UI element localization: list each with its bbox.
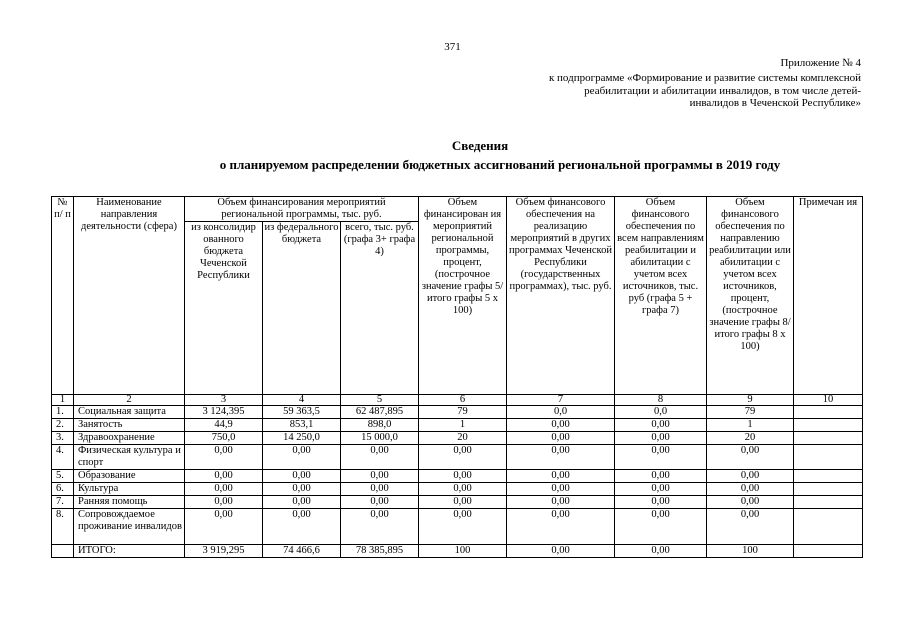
row-activity: Физическая культура и спорт [74, 445, 185, 470]
budget-allocation-table [51, 196, 863, 558]
cell-all-sources-percent: 1 [707, 419, 794, 432]
cell-notes [794, 419, 863, 432]
cell-all-sources-percent: 0,00 [707, 509, 794, 545]
cell-federal-budget: 14 250,0 [263, 432, 341, 445]
table-row [52, 432, 863, 445]
cell-all-sources-percent: 20 [707, 432, 794, 445]
cell-federal-budget: 0,00 [263, 496, 341, 509]
header-col5-total: всего, тыс. руб. (графа 3+ графа 4) [341, 222, 419, 395]
table-row [52, 470, 863, 483]
total-percent: 100 [419, 545, 507, 558]
column-number: 3 [185, 395, 263, 406]
cell-regional-budget: 3 124,395 [185, 406, 263, 419]
row-activity: Ранняя помощь [74, 496, 185, 509]
cell-percent: 0,00 [419, 509, 507, 545]
cell-all-sources: 0,00 [615, 470, 707, 483]
table-row [52, 406, 863, 419]
cell-federal-budget: 0,00 [263, 483, 341, 496]
cell-other-programs: 0,00 [507, 496, 615, 509]
appendix-description [549, 72, 861, 110]
header-col7-other-programs: Объем финансового обеспечения на реализацию мероприятий в других программах Чеченской Республики (государственных программах), тыс. руб. [507, 197, 615, 395]
header-col3-regional-budget: из консолидир ованного бюджета Чеченской Республики [185, 222, 263, 395]
cell-total: 62 487,895 [341, 406, 419, 419]
cell-federal-budget: 0,00 [263, 445, 341, 470]
cell-other-programs: 0,00 [507, 419, 615, 432]
header-funding-group: Объем финансирования мероприятий региональной программы, тыс. руб. [185, 197, 419, 222]
cell-notes [794, 470, 863, 483]
row-activity: Сопровождаемое проживание инвалидов [74, 509, 185, 545]
cell-all-sources-percent: 79 [707, 406, 794, 419]
header-col8-all-sources: Объем финансового обеспечения по всем направлениям реабилитации и абилитации с учетом всех источников, тыс. руб (графа 5 + графа 7) [615, 197, 707, 395]
header-notes: Примечан ия [794, 197, 863, 395]
row-number: 2. [52, 419, 74, 432]
total-notes [794, 545, 863, 558]
cell-federal-budget: 0,00 [263, 509, 341, 545]
total-other-programs: 0,00 [507, 545, 615, 558]
column-number: 4 [263, 395, 341, 406]
page-number: 371 [444, 41, 461, 53]
total-all-sources: 0,00 [615, 545, 707, 558]
appendix-label: Приложение № 4 [780, 57, 861, 69]
table-row [52, 496, 863, 509]
row-number: 4. [52, 445, 74, 470]
cell-total: 0,00 [341, 509, 419, 545]
row-number [52, 545, 74, 558]
column-number-row [52, 395, 863, 406]
cell-all-sources-percent: 0,00 [707, 483, 794, 496]
cell-percent: 0,00 [419, 496, 507, 509]
row-number: 1. [52, 406, 74, 419]
column-number: 1 [52, 395, 74, 406]
table-row [52, 445, 863, 470]
row-number: 7. [52, 496, 74, 509]
header-row-1 [52, 197, 863, 222]
cell-federal-budget: 853,1 [263, 419, 341, 432]
cell-total: 15 000,0 [341, 432, 419, 445]
header-activity-name: Наименование направления деятельности (сфера) [74, 197, 185, 395]
cell-other-programs: 0,00 [507, 509, 615, 545]
column-number: 8 [615, 395, 707, 406]
cell-other-programs: 0,00 [507, 483, 615, 496]
column-number: 5 [341, 395, 419, 406]
row-activity: Здравоохранение [74, 432, 185, 445]
cell-total: 0,00 [341, 470, 419, 483]
cell-total: 0,00 [341, 483, 419, 496]
total-label: ИТОГО: [74, 545, 185, 558]
cell-all-sources-percent: 0,00 [707, 470, 794, 483]
cell-all-sources-percent: 0,00 [707, 496, 794, 509]
row-number: 5. [52, 470, 74, 483]
header-number: № п/ п [52, 197, 74, 395]
appendix-line-1: к подпрограмме «Формирование и развитие системы комплексной [548, 72, 861, 84]
cell-notes [794, 432, 863, 445]
cell-regional-budget: 0,00 [185, 470, 263, 483]
cell-other-programs: 0,00 [507, 432, 615, 445]
header-col9-percent: Объем финансового обеспечения по направлению реабилитации или абилитации с учетом всех источников, процент, (построчное значение графы 8/ итого графы 8 х 100) [707, 197, 794, 395]
cell-notes [794, 509, 863, 545]
cell-percent: 1 [419, 419, 507, 432]
cell-percent: 0,00 [419, 445, 507, 470]
cell-all-sources: 0,00 [615, 483, 707, 496]
column-number: 6 [419, 395, 507, 406]
column-number: 2 [74, 395, 185, 406]
cell-percent: 20 [419, 432, 507, 445]
cell-regional-budget: 0,00 [185, 483, 263, 496]
column-number: 7 [507, 395, 615, 406]
cell-federal-budget: 0,00 [263, 470, 341, 483]
row-activity: Социальная защита [74, 406, 185, 419]
cell-total: 0,00 [341, 445, 419, 470]
cell-federal-budget: 59 363,5 [263, 406, 341, 419]
row-number: 8. [52, 509, 74, 545]
column-number: 9 [707, 395, 794, 406]
total-all-sources-percent: 100 [707, 545, 794, 558]
row-activity: Культура [74, 483, 185, 496]
row-activity: Образование [74, 470, 185, 483]
cell-all-sources: 0,00 [615, 419, 707, 432]
header-col4-federal-budget: из федерального бюджета [263, 222, 341, 395]
column-number: 10 [794, 395, 863, 406]
cell-all-sources: 0,0 [615, 406, 707, 419]
table-row [52, 509, 863, 545]
cell-notes [794, 496, 863, 509]
total-federal-budget: 74 466,6 [263, 545, 341, 558]
total-regional-budget: 3 919,295 [185, 545, 263, 558]
cell-all-sources-percent: 0,00 [707, 445, 794, 470]
row-number: 6. [52, 483, 74, 496]
cell-other-programs: 0,00 [507, 445, 615, 470]
cell-all-sources: 0,00 [615, 496, 707, 509]
cell-regional-budget: 0,00 [185, 445, 263, 470]
appendix-line-2: реабилитации и абилитации инвалидов, в том числе детей- [584, 84, 861, 97]
cell-all-sources: 0,00 [615, 509, 707, 545]
cell-total: 898,0 [341, 419, 419, 432]
cell-percent: 79 [419, 406, 507, 419]
cell-percent: 0,00 [419, 483, 507, 496]
cell-other-programs: 0,00 [507, 470, 615, 483]
document-title: Сведения [451, 138, 509, 153]
cell-notes [794, 483, 863, 496]
cell-total: 0,00 [341, 496, 419, 509]
cell-all-sources: 0,00 [615, 445, 707, 470]
document-subtitle: о планируемом распределении бюджетных ассигнований региональной программы в 2019 году [219, 157, 781, 172]
appendix-line-3: инвалидов в Чеченской Республике» [689, 97, 861, 109]
cell-percent: 0,00 [419, 470, 507, 483]
table-row [52, 483, 863, 496]
row-number: 3. [52, 432, 74, 445]
cell-notes [794, 445, 863, 470]
cell-regional-budget: 0,00 [185, 509, 263, 545]
cell-notes [794, 406, 863, 419]
table-row [52, 419, 863, 432]
row-activity: Занятость [74, 419, 185, 432]
cell-regional-budget: 750,0 [185, 432, 263, 445]
cell-other-programs: 0,0 [507, 406, 615, 419]
total-row [52, 545, 863, 558]
cell-regional-budget: 0,00 [185, 496, 263, 509]
total-sum: 78 385,895 [341, 545, 419, 558]
cell-all-sources: 0,00 [615, 432, 707, 445]
header-col6-percent: Объем финансирован ия мероприятий региональной программы, процент, (построчное значение графы 5/ итого графы 5 х 100) [419, 197, 507, 395]
cell-regional-budget: 44,9 [185, 419, 263, 432]
